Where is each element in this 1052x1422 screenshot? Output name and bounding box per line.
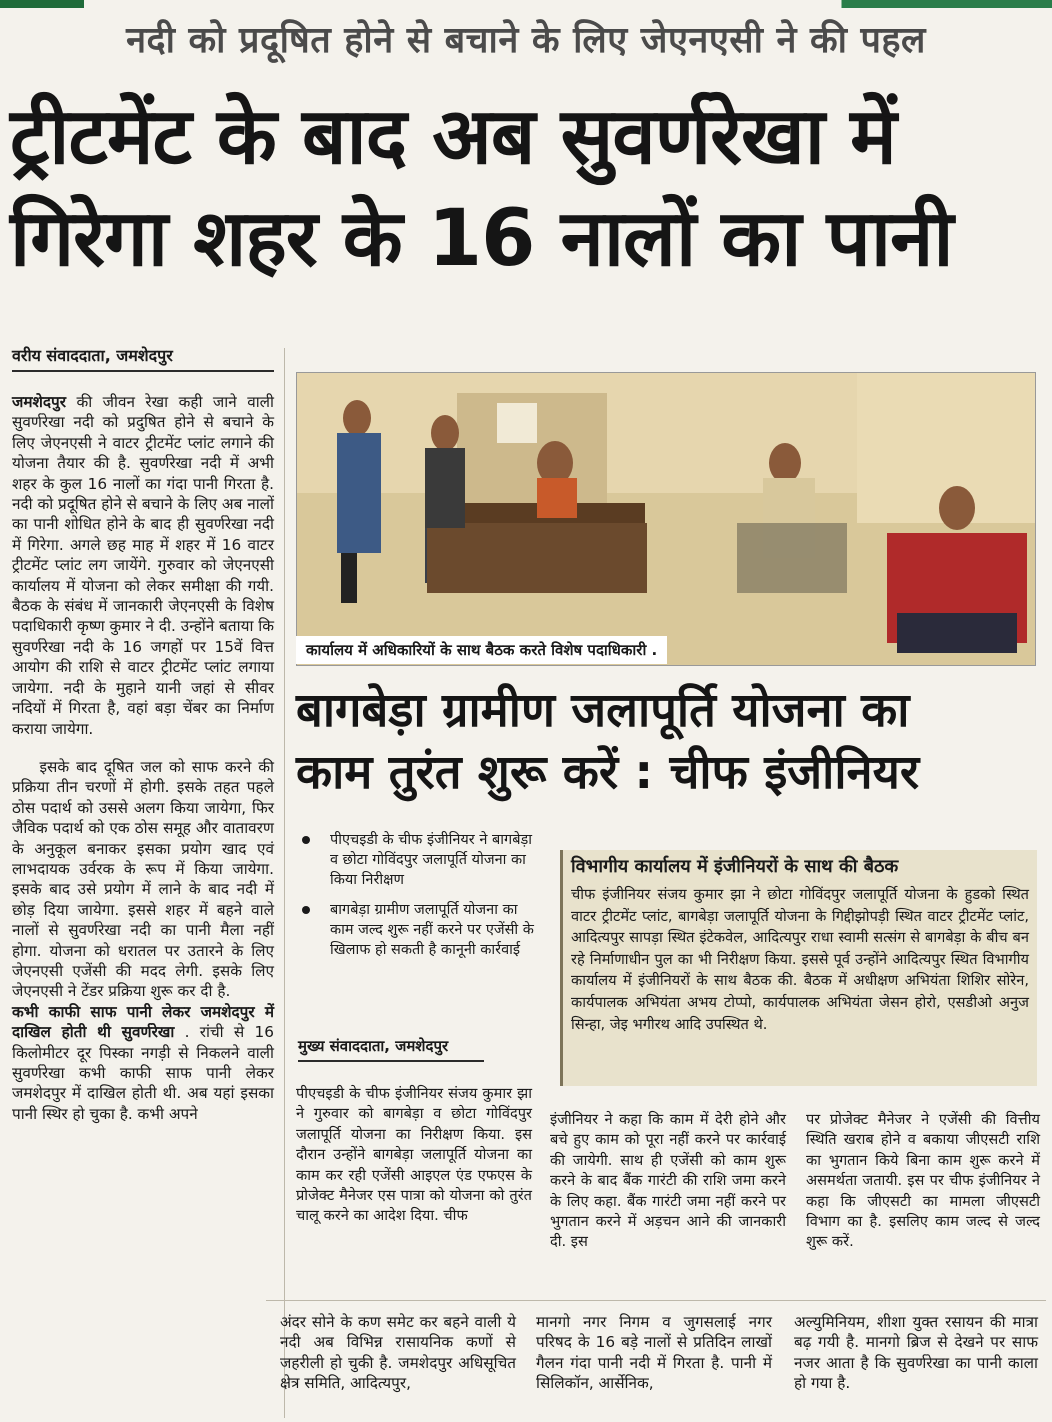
story1-column bbox=[12, 392, 274, 1124]
story1-subhead: कभी काफी साफ पानी लेकर जमशेदपुर में दाखिल होती थी सुवर्णरेखा bbox=[12, 1002, 274, 1042]
story2-highlight-item bbox=[298, 830, 538, 890]
story2-highlight-item bbox=[298, 900, 538, 960]
story1-paragraph-3 bbox=[12, 1002, 274, 1124]
story1-bottom-column-2: अंदर सोने के कण समेट कर बहने वाली ये नदी अब विभिन्न रासायनिक कणों से जहरीली हो चुकी है. जमशेदपुर अधिसूचित क्षेत्र समिति, आदित्यपुर, bbox=[280, 1313, 516, 1393]
top-color-strip bbox=[0, 0, 1052, 8]
section-divider bbox=[266, 1300, 1046, 1301]
story2-column-3: पर प्रोजेक्ट मैनेजर ने एजेंसी की वित्तीय स्थिति खराब होने व बकाया जीएसटी राशि का भुगतान किये बिना काम शुरू करने में असमर्थता जतायी. इस पर चीफ इंजीनियर ने कहा कि जीएसटी का मामला जीएसटी विभाग का है. इसलिए काम जल्द से जल्द शुरू करें. bbox=[806, 1111, 1040, 1251]
story1-paragraph-3-text: . रांची से 16 किलोमीटर दूर पिस्का नगड़ी से निकलने वाली सुवर्णरेखा कभी काफी साफ पानी लेकर जमशेदपुर में दाखिल होती थी. अब यहां इसका पानी स्थिर हो चुका है. कभी अपने bbox=[12, 1023, 275, 1123]
story1-lead-paragraph bbox=[12, 392, 274, 739]
story2-highlight-text: बागबेड़ा ग्रामीण जलापूर्ति योजना का काम जल्द शुरू नहीं करने पर एजेंसी के खिलाफ हो सकती है कानूनी कार्रवाई bbox=[330, 902, 534, 958]
story1-paragraph-2: इसके बाद दूषित जल को साफ करने की प्रक्रिया तीन चरणों में होगी. इसके तहत पहले ठोस पदार्थ को उससे अलग किया जायेगा, फिर जैविक पदार्थ को एक ठोस समूह और वातावरण के अनुकूल बनाकर इसका प्रयोग खाद एवं लाभदायक उर्वरक के रूप में किया जायेगा. इसके बाद उसे प्रयोग में लाने के बाद नदी में छोड़ दिया जायेगा. इससे शहर में बहने वाले नालों से सुवर्णरेखा नदी का पानी मैला नहीं होगा. योजना को धरातल पर उतारने के लिए जेएनएसी एजेंसी की मदद लेगी. इसके लिए जेएनएसी ने टेंडर प्रक्रिया शुरू कर दी है. bbox=[12, 757, 274, 1001]
story1-lead-text: की जीवन रेखा कही जाने वाली सुवर्णरेखा नदी को प्रदुषित होने से बचाने के लिए जेएनएसी ने वाटर ट्रीटमेंट प्लांट लगाने की योजना तैयार की है. सुवर्णरेखा नदी में अभी शहर के कुल 16 नालों का गंदा पानी गिरता है. नदी को प्रदूषित होने से बचाने के लिए अब नालों का पानी शोधित होने के बाद ही सुवर्णरेखा नदी में गिरेगा. अगले छह माह में शहर में 16 वाटर ट्रीटमेंट प्लांट लग जायेंगे. गुरुवार को जेएनएसी कार्यालय में योजना को लेकर समीक्षा की गयी. बैठक के संबंध में जानकारी जेएनएसी के विशेष पदाधिकारी कृष्ण कुमार ने दी. उन्होंने बताया कि सुवर्णरेखा नदी के 16 जगहों पर 15वें वित्त आयोग की राशि से वाटर ट्रीटमेंट प्लांट लगाया जायेगा. नदी के मुहाने यानी जहां से सीवर नदियों में गिरता है, वहां बड़ा चेंबर का निर्माण कराया जायेगा. bbox=[12, 393, 274, 738]
story2-sidebar-box bbox=[560, 850, 1037, 1086]
meeting-photo bbox=[296, 372, 1036, 666]
dateline: जमशेदपुर bbox=[12, 393, 66, 411]
meeting-photo-illustration bbox=[297, 373, 1035, 665]
main-headline-line-2: गिरेगा शहर के 16 नालों का पानी bbox=[10, 194, 953, 284]
story2-highlight-text: पीएचइडी के चीफ इंजीनियर ने बागबेड़ा व छोटा गोविंदपुर जलापूर्ति योजना का किया निरीक्षण bbox=[330, 832, 532, 888]
story2-headline bbox=[296, 680, 1042, 804]
kicker-headline: नदी को प्रदूषित होने से बचाने के लिए जेएनएसी ने की पहल bbox=[126, 20, 926, 61]
bullet-dot-icon bbox=[302, 836, 310, 844]
bullet-dot-icon bbox=[302, 906, 310, 914]
story1-bottom-column-3: मानगो नगर निगम व जुगसलाई नगर परिषद के 16 बड़े नालों से प्रतिदिन लाखों गैलन गंदा पानी नदी में गिरता है. पानी में सिलिकॉन, आर्सेनिक, bbox=[536, 1313, 772, 1393]
story2-byline: मुख्य संवाददाता, जमशेदपुर bbox=[298, 1036, 484, 1062]
story2-sidebar-text: चीफ इंजीनियर संजय कुमार झा ने छोटा गोविंदपुर जलापूर्ति योजना के हुडको स्थित वाटर ट्रीटमेंट प्लांट, बागबेड़ा जलापूर्ति योजना के गिद्दीझोपड़ी स्थित वाटर ट्रीटमेंट प्लांट, आदित्यपुर सापड़ा स्थित इंटेकवेल, आदित्यपुर राधा स्वामी सत्संग से बागबेड़ा के बीच बन रहे निर्माणाधीन पुल का भी निरीक्षण किया. इससे पूर्व उन्होंने आदित्यपुर स्थित विभागीय कार्यालय में इंजीनियरों के साथ बैठक की. बैठक में अधीक्षण अभियंता शिशिर सोरेन, कार्यपालक अभियंता अभय टोप्पो, कार्यपालक अभियंता जेसन होरो, एसडीओ अनुज सिन्हा, जेइ भगीरथ आदि उपस्थित थे. bbox=[571, 886, 1029, 1033]
story2-sidebar-title: विभागीय कार्यालय में इंजीनियरों के साथ की बैठक bbox=[571, 856, 899, 877]
photo-caption: कार्यालय में अधिकारियों के साथ बैठक करते विशेष पदाधिकारी . bbox=[296, 636, 667, 664]
main-headline-line-1: ट्रीटमेंट के बाद अब सुवर्णरेखा में bbox=[10, 92, 896, 182]
story2-headline-line-2: काम तुरंत शुरू करें : चीफ इंजीनियर bbox=[296, 745, 920, 800]
story2-column-1: पीएचइडी के चीफ इंजीनियर संजय कुमार झा ने गुरुवार को बागबेड़ा व छोटा गोविंदपुर जलापूर्ति योजना का निरीक्षण किया. इस दौरान उन्होंने बागबेड़ा जलापूर्ति योजना का काम कर रही एजेंसी आइएल एंड एफएस के प्रोजेक्ट मैनेजर एस पात्रा को योजना को तुरंत चालू करने का आदेश दिया. चीफ bbox=[296, 1085, 532, 1225]
story1-bottom-column-4: अल्युमिनियम, शीशा युक्त रसायन की मात्रा बढ़ गयी है. मानगो ब्रिज से देखने पर साफ नजर आता है कि सुवर्णरेखा का पानी काला हो गया है. bbox=[794, 1313, 1038, 1393]
story2-highlights bbox=[298, 830, 538, 970]
main-headline bbox=[10, 86, 1042, 290]
column-divider bbox=[284, 348, 285, 1418]
story2-headline-line-1: बागबेड़ा ग्रामीण जलापूर्ति योजना का bbox=[296, 683, 910, 738]
story2-column-2: इंजीनियर ने कहा कि काम में देरी होने और बचे हुए काम को पूरा नहीं करने पर कार्रवाई की जायेगी. साथ ही एजेंसी को काम शुरू करने के बाद बैंक गारंटी की राशि जमा करने के लिए कहा. बैंक गारंटी जमा नहीं करने पर भुगतान करने में अड़चन आने की जानकारी दी. इस bbox=[550, 1111, 786, 1251]
story1-byline: वरीय संवाददाता, जमशेदपुर bbox=[12, 344, 274, 372]
